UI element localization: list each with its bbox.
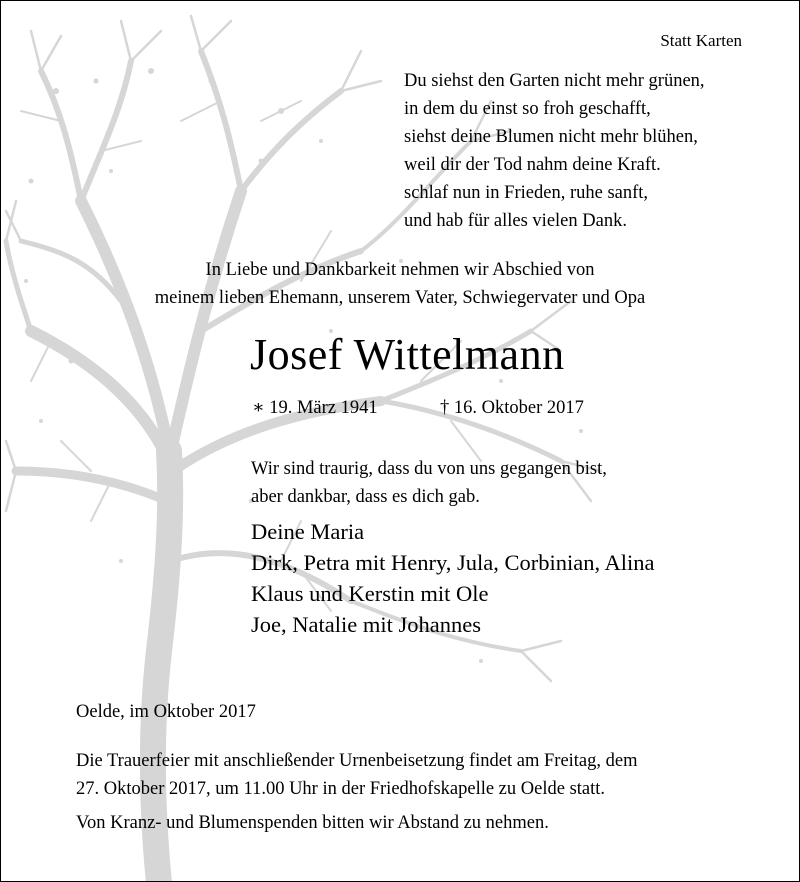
statt-karten-note: Statt Karten: [660, 31, 742, 50]
family-line: Joe, Natalie mit Johannes: [251, 612, 481, 637]
poem-line: und hab für alles vielen Dank.: [404, 211, 627, 231]
condolence-line: Wir sind traurig, dass du von uns gegangen bist,: [251, 459, 607, 479]
place-date: Oelde, im Oktober 2017: [76, 702, 256, 722]
ceremony-line: Die Trauerfeier mit anschließender Urnenbeisetzung findet am Freitag, dem: [76, 751, 638, 771]
poem-line: weil dir der Tod nahm deine Kraft.: [404, 155, 661, 175]
condolence-line: aber dankbar, dass es dich gab.: [251, 487, 480, 507]
ceremony-info: [76, 747, 638, 803]
family-line: Klaus und Kerstin mit Ole: [251, 581, 489, 606]
poem-line: siehst deine Blumen nicht mehr blühen,: [404, 127, 698, 147]
donation-request: Von Kranz- und Blumenspenden bitten wir Abstand zu nehmen.: [76, 813, 549, 833]
deceased-name: Josef Wittelmann: [250, 330, 565, 379]
intro-line: In Liebe und Dankbarkeit nehmen wir Abschied von: [205, 260, 595, 280]
birth-date: ∗ 19. März 1941: [252, 398, 378, 418]
condolence-text: [251, 455, 607, 511]
family-list: [251, 516, 654, 640]
ceremony-line: 27. Oktober 2017, um 11.00 Uhr in der Friedhofskapelle zu Oelde statt.: [76, 779, 606, 799]
poem: [404, 67, 705, 235]
poem-line: Du siehst den Garten nicht mehr grünen,: [404, 71, 705, 91]
poem-line: schlaf nun in Frieden, ruhe sanft,: [404, 183, 649, 203]
death-date: † 16. Oktober 2017: [440, 398, 584, 418]
intro-line: meinem lieben Ehemann, unserem Vater, Schwiegervater und Opa: [154, 288, 646, 308]
poem-line: in dem du einst so froh geschafft,: [404, 99, 651, 119]
family-line: Dirk, Petra mit Henry, Jula, Corbinian, Alina: [251, 550, 655, 575]
farewell-intro: [1, 256, 799, 312]
family-line: Deine Maria: [251, 519, 365, 544]
